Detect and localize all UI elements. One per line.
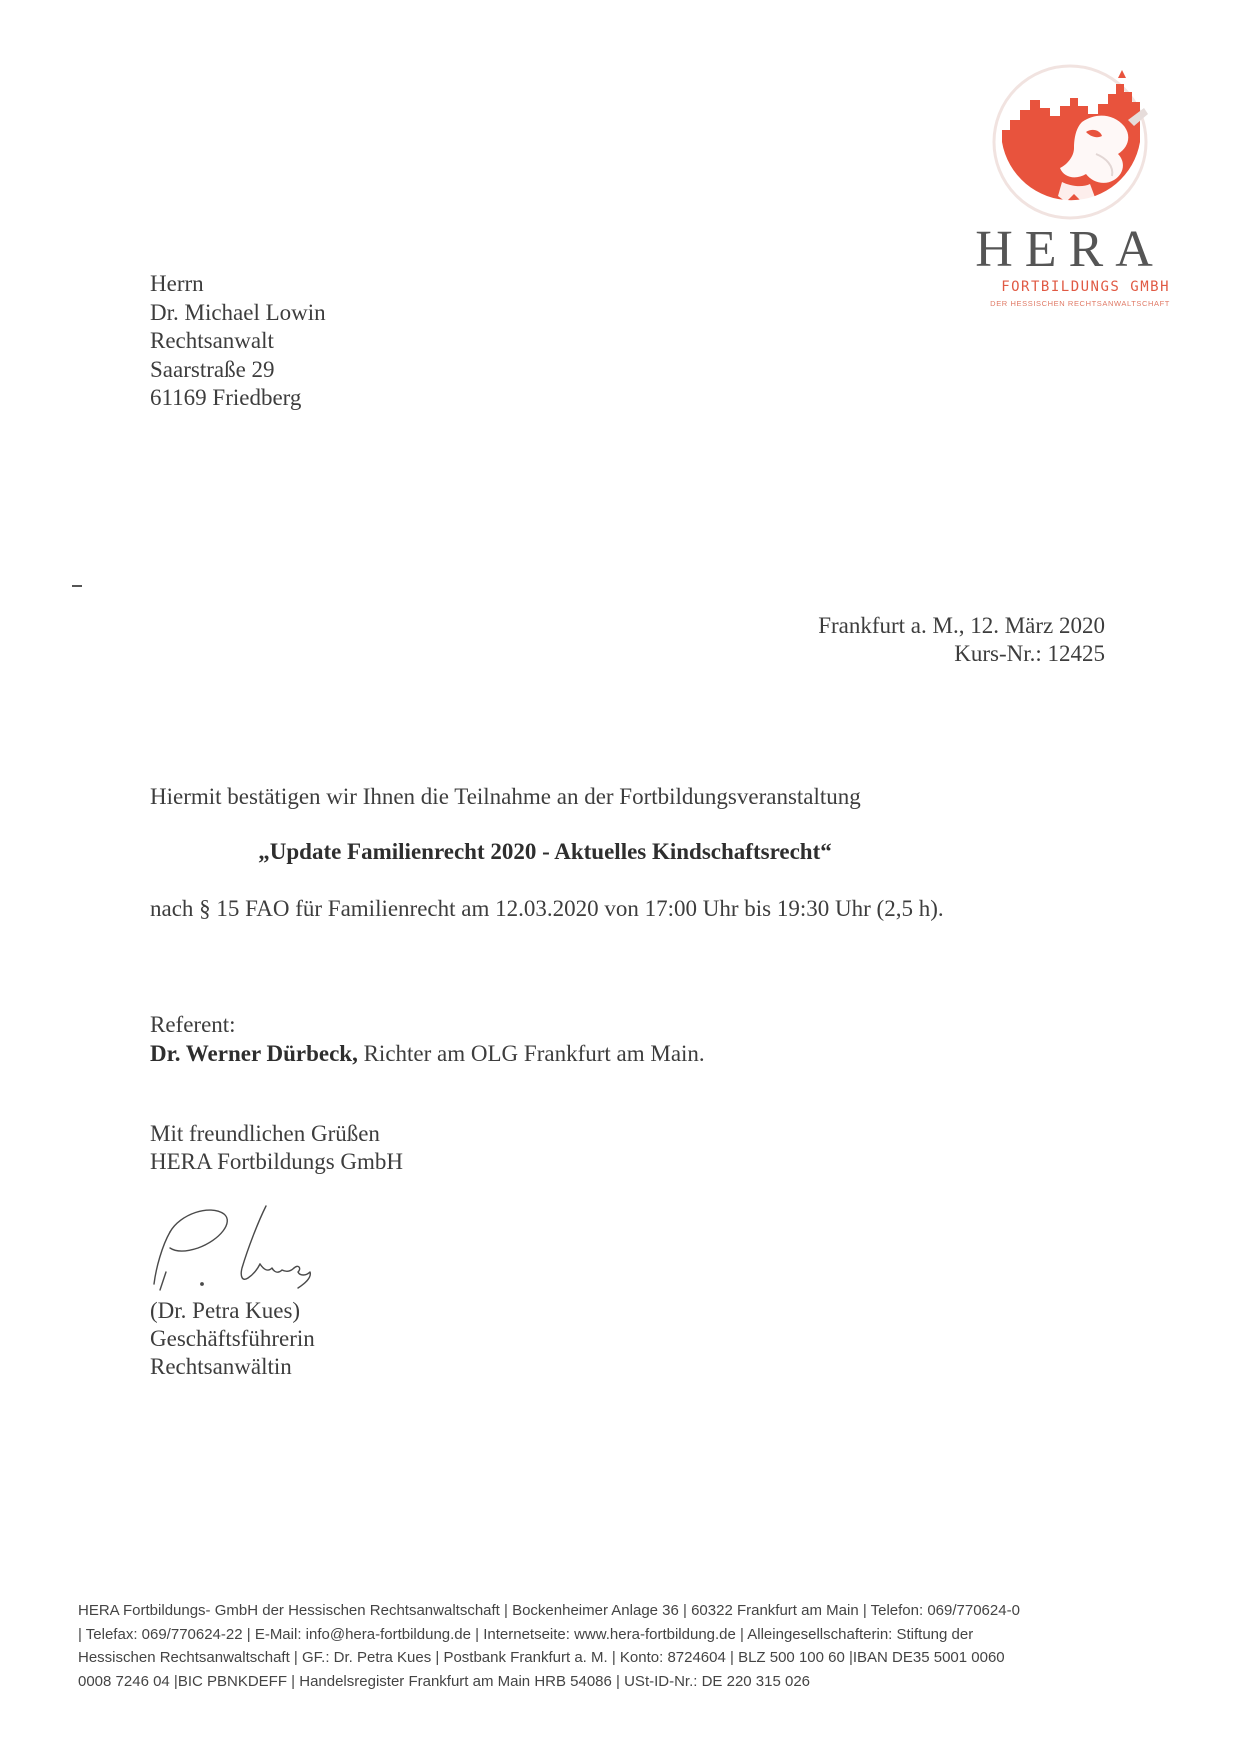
footer-line: 0008 7246 04 |BIC PBNKDEFF | Handelsregister Frankfurt am Main HRB 54086 | USt-ID-Nr.: DE 220 315 026 [78,1672,811,1690]
logo-subtitle: FORTBILDUNGS GMBH [1001,279,1170,295]
recipient-name: Dr. Michael Lowin [150,299,326,325]
referent-block [150,1010,705,1068]
place-date: Frankfurt a. M., 12. März 2020 [818,613,1105,638]
recipient-street: Saarstraße 29 [150,356,275,382]
recipient-address [150,270,326,413]
hera-emblem-icon [978,62,1162,222]
closing-block [150,1120,403,1176]
referent-role: Richter am OLG Frankfurt am Main. [357,1041,705,1066]
course-title: „Update Familienrecht 2020 - Aktuelles Kindschaftsrecht“ [258,839,832,864]
letterhead-footer [78,1599,1178,1693]
referent-label: Referent: [150,1012,236,1037]
recipient-city: 61169 Friedberg [150,385,302,410]
referent-line [150,1039,705,1068]
footer-line: Hessischen Rechtsanwaltschaft | GF.: Dr. Petra Kues | Postbank Frankfurt a. M. | Konto: 8724604 | BLZ 500 100 60 |IBAN DE35 5001 0060 [78,1649,1005,1666]
referent-name: Dr. Werner Dürbeck, [150,1041,358,1066]
confirmation-intro: Hiermit bestätigen wir Ihnen die Teilnahme an der Fortbildungsveranstaltung [150,784,861,809]
recipient-salutation: Herrn [150,271,204,296]
recipient-title: Rechtsanwalt [150,328,274,353]
logo-wordmark: HERA [975,221,1165,278]
course-number: Kurs-Nr.: 12425 [954,641,1105,666]
fold-mark [72,585,82,587]
date-block [700,612,1105,668]
closing-greeting: Mit freundlichen Grüßen [150,1121,380,1146]
signer-profession: Rechtsanwältin [150,1354,292,1379]
course-details: nach § 15 FAO für Familienrecht am 12.03.2020 von 17:00 Uhr bis 19:30 Uhr (2,5 h). [150,896,944,921]
footer-line: | Telefax: 069/770624-22 | E-Mail: info@hera-fortbildung.de | Internetseite: www.hera-fortbildung.de | Alleingesellschafterin: Stiftung der [78,1625,974,1643]
footer-line: HERA Fortbildungs- GmbH der Hessischen Rechtsanwaltschaft | Bockenheimer Anlage 36 | 60322 Frankfurt am Main | Telefon: 069/770624-0 [78,1602,1020,1619]
logo-tagline: DER HESSISCHEN RECHTSANWALTSCHAFT [990,299,1170,308]
signer-name: (Dr. Petra Kues) [150,1298,301,1323]
signer-block [150,1297,315,1381]
company-logo [968,62,1172,314]
handwritten-signature [140,1198,380,1303]
signer-role: Geschäftsführerin [150,1326,315,1351]
closing-company: HERA Fortbildungs GmbH [150,1149,404,1174]
